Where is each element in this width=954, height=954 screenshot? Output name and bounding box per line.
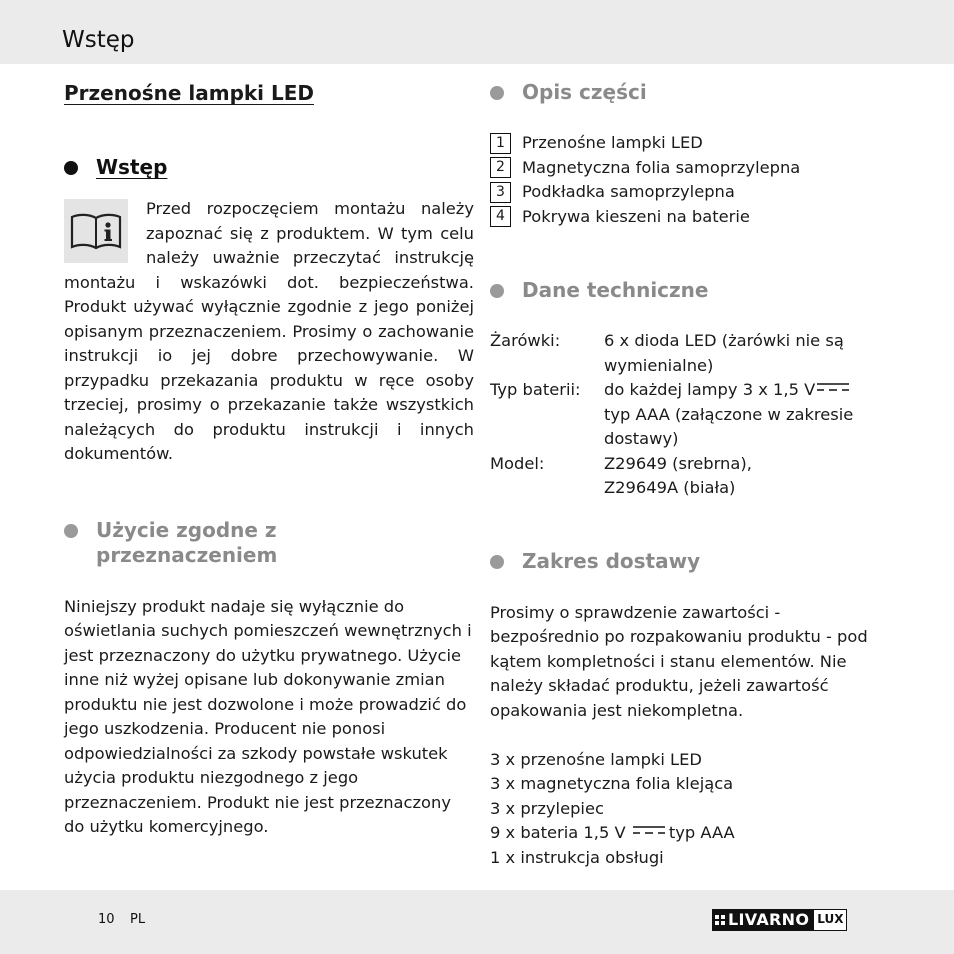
list-item: 3 x przylepiec <box>490 798 604 818</box>
bullet-icon <box>490 284 504 298</box>
bullet-icon <box>490 86 504 100</box>
list-item: 9 x bateria 1,5 V typ AAA <box>490 823 735 842</box>
dc-symbol-icon <box>633 825 665 835</box>
header-bar <box>0 0 954 64</box>
part-label: Podkładka samoprzylepna <box>522 182 735 201</box>
list-item <box>490 156 890 181</box>
part-label: Magnetyczna folia samoprzylepna <box>522 157 801 177</box>
intended-use-text: Niniejszy produkt nadaje się wyłącznie do oświetlania suchych pomieszczeń wewnętrznych i jest przeznaczony do użytku prywatnego. Użycie inne niż wyżej opisane lub dokonywanie zmian produktu nie jest dozwolone i może prowadzić do jego uszkodzenia. Producent nie ponosi odpowiedzialności za szkody powstałe wskutek użycia produktu niezgodnego z jego przeznaczeniem. Produkt nie jest przeznaczony do użytku komercyjnego. <box>64 596 472 836</box>
list-item: 3 x przenośne lampki LED <box>490 749 702 769</box>
part-label: Pokrywa kieszeni na baterie <box>522 206 750 226</box>
left-column <box>64 80 474 840</box>
bullet-icon <box>64 161 78 175</box>
intro-heading: Wstęp <box>64 155 474 180</box>
spec-row-model: Model: Z29649 (srebrna), Z29649A (biała) <box>490 453 752 497</box>
right-column <box>490 80 890 870</box>
spec-row-battery: Typ baterii: do każdej lampy 3 x 1,5 V typ AAA (załączone w zakresie dostawy) <box>490 380 854 448</box>
delivery-text: Prosimy o sprawdzenie zawartości - bezpośrednio po rozpakowaniu produktu - pod kątem kompletności i stanu elementów. Nie należy składać produktu, jeżeli zawartość opakowania jest niekompletna. <box>490 602 868 720</box>
part-number: 4 <box>490 206 511 227</box>
bullet-icon <box>64 524 78 538</box>
parts-heading: Opis części <box>490 80 890 105</box>
part-number: 1 <box>490 133 511 154</box>
delivery-list <box>490 748 890 871</box>
delivery-heading: Zakres dostawy <box>490 549 890 574</box>
intro-text: Przed rozpoczęciem montażu należy zapoznać się z produktem. W tym celu należy uważnie przeczytać instrukcję montażu i wskazówki dot. bezpieczeństwa. Produkt używać wyłącznie zgodnie z jego poniżej opisanym przeznaczeniem. Prosimy o zachowanie instrukcji io jej dobre przechowywanie. W przypadku przekazania produktu w ręce osoby trzeciej, prosimy o przekazanie także wszystkich należących do produktu instrukcji i innych dokumentów. <box>64 199 474 463</box>
list-item: 3 x magnetyczna folia klejąca <box>490 774 734 793</box>
bullet-icon <box>490 555 504 569</box>
tech-heading: Dane techniczne <box>490 278 890 303</box>
list-item <box>490 205 890 230</box>
intro-section <box>64 197 474 467</box>
logo-grid-icon <box>715 915 725 925</box>
info-book-icon <box>64 199 128 263</box>
page-title: Wstęp <box>62 27 135 53</box>
parts-list <box>490 131 890 229</box>
language-code: PL <box>130 912 146 927</box>
spec-row-bulbs: Żarówki: 6 x dioda LED (żarówki nie są wymienialne) <box>490 331 844 375</box>
part-label: Przenośne lampki LED <box>522 133 703 152</box>
part-number: 2 <box>490 157 511 178</box>
livarno-lux-logo: LIVARNO LUX <box>712 909 847 931</box>
dc-symbol-icon <box>817 382 849 392</box>
list-item <box>490 131 890 156</box>
part-number: 3 <box>490 182 511 203</box>
tech-specs <box>490 329 890 501</box>
intended-use-heading: Użycie zgodne z przeznaczeniem <box>64 518 474 568</box>
list-item <box>490 180 890 205</box>
document-title: Przenośne lampki LED <box>64 81 315 105</box>
page-number: 10 <box>98 912 115 927</box>
list-item: 1 x instrukcja obsługi <box>490 847 664 867</box>
